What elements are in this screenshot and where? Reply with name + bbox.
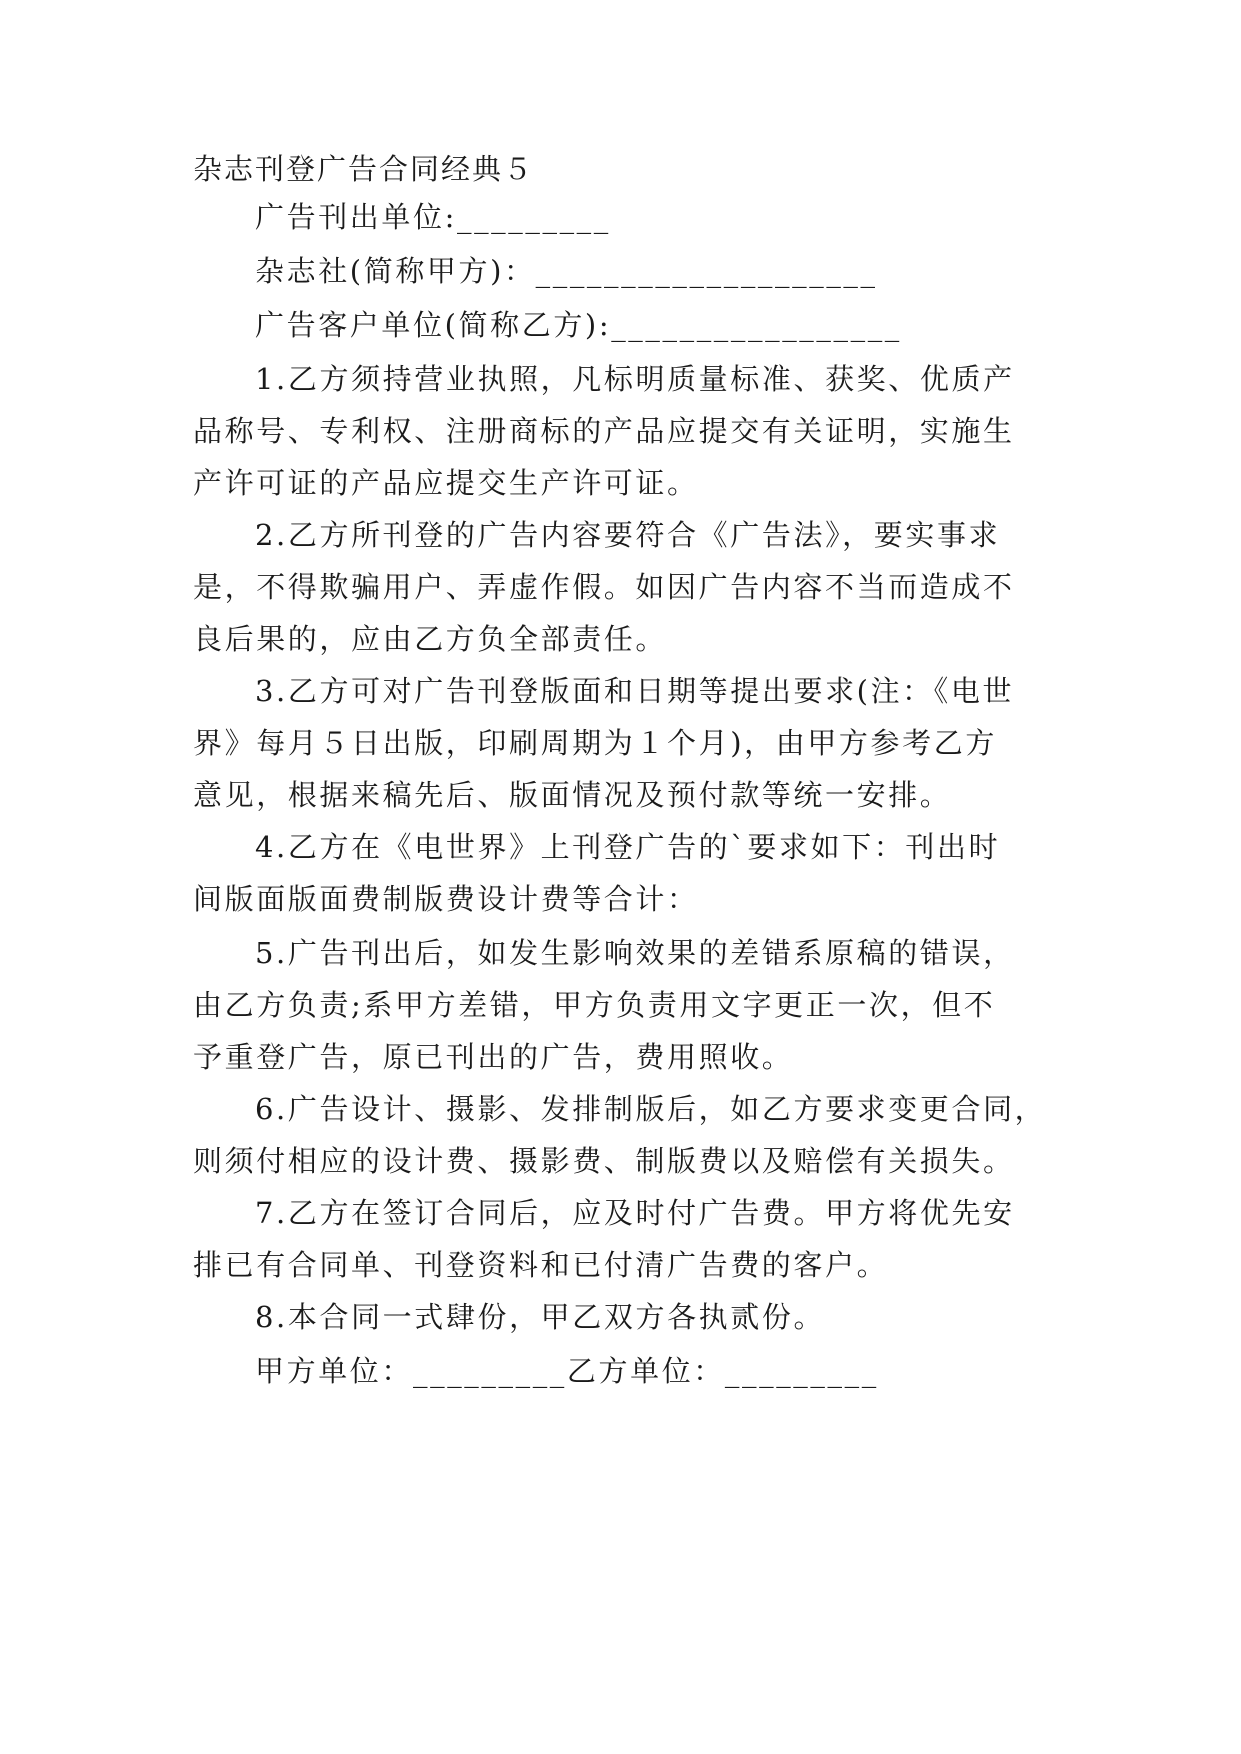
clause-2-line-1: 2.乙方所刊登的广告内容要符合《广告法》，要实事求	[255, 518, 1001, 552]
field-party-a: 杂志社(简称甲方)：____________________	[255, 254, 878, 288]
clause-1-line-2: 品称号、专利权、注册商标的产品应提交有关证明，实施生	[193, 414, 1015, 448]
clause-3-line-1: 3.乙方可对广告刊登版面和日期等提出要求(注：《电世	[255, 674, 1015, 708]
clause-4-line-1: 4.乙方在《电世界》上刊登广告的`要求如下：刊出时	[255, 830, 1001, 864]
clause-3-line-2: 界》每月５日出版，印刷周期为１个月)，由甲方参考乙方	[193, 726, 997, 760]
clause-8-line-1: 8.本合同一式肆份，甲乙双方各执贰份。	[255, 1300, 826, 1334]
clause-5-line-3: 予重登广告，原已刊出的广告，费用照收。	[193, 1040, 794, 1074]
clause-2-line-2: 是，不得欺骗用户、弄虚作假。如因广告内容不当而造成不	[193, 570, 1015, 604]
clause-6-line-2: 则须付相应的设计费、摄影费、制版费以及赔偿有关损失。	[193, 1144, 1015, 1178]
clause-4-line-2: 间版面版面费制版费设计费等合计：	[193, 882, 699, 916]
clause-6-line-1: 6.广告设计、摄影、发排制版后，如乙方要求变更合同，	[255, 1092, 1047, 1126]
field-ad-publisher: 广告刊出单位:_________	[255, 200, 611, 234]
clause-1-line-1: 1.乙方须持营业执照，凡标明质量标准、获奖、优质产	[255, 362, 1015, 396]
clause-5-line-1: 5.广告刊出后，如发生影响效果的差错系原稿的错误，	[255, 936, 1015, 970]
clause-3-line-3: 意见，根据来稿先后、版面情况及预付款等统一安排。	[193, 778, 952, 812]
clause-2-line-3: 良后果的，应由乙方负全部责任。	[193, 622, 668, 656]
signature-line: 甲方单位：_________乙方单位：_________	[255, 1354, 879, 1388]
field-party-b: 广告客户单位(简称乙方):_________________	[255, 308, 902, 342]
clause-1-line-3: 产许可证的产品应提交生产许可证。	[193, 466, 699, 500]
clause-5-line-2: 由乙方负责;系甲方差错，甲方负责用文字更正一次，但不	[193, 988, 996, 1022]
document-title: 杂志刊登广告合同经典５	[193, 152, 535, 186]
clause-7-line-1: 7.乙方在签订合同后，应及时付广告费。甲方将优先安	[255, 1196, 1015, 1230]
clause-7-line-2: 排已有合同单、刊登资料和已付清广告费的客户。	[193, 1248, 889, 1282]
